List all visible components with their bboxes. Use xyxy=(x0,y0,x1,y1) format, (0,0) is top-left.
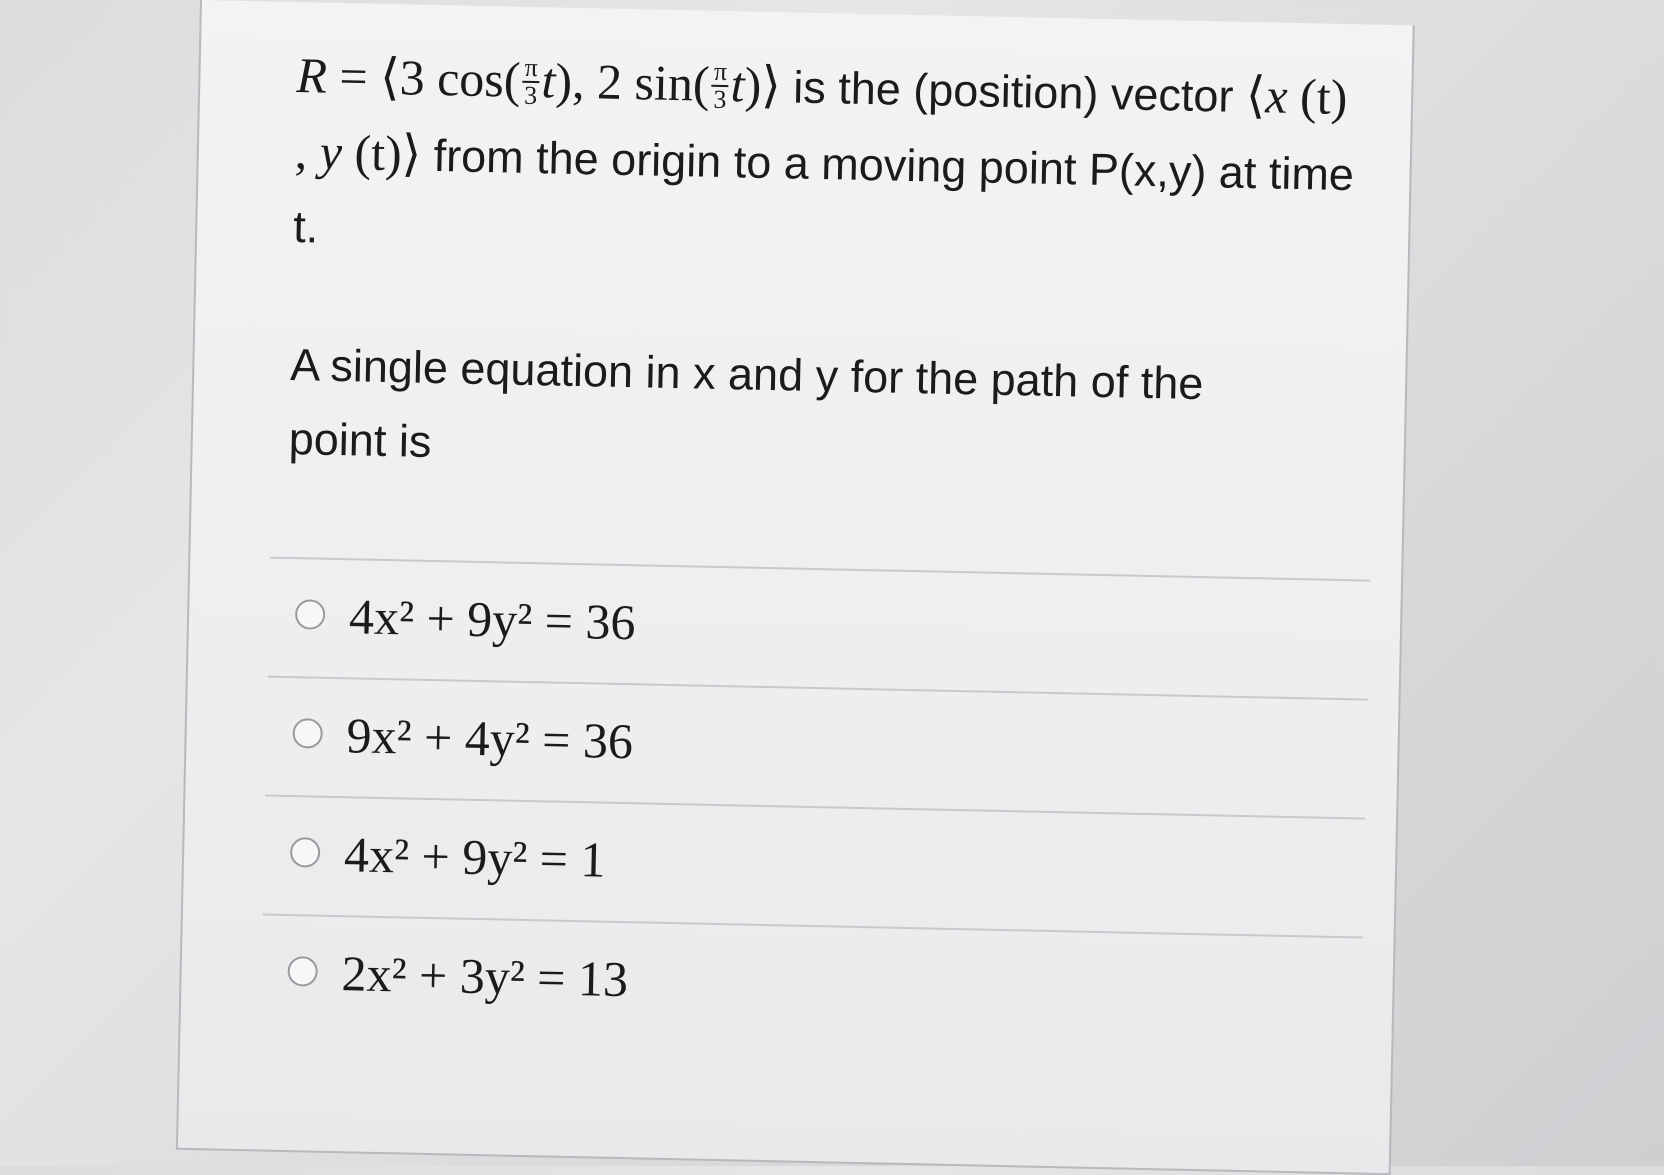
paren-close-1: ) xyxy=(554,52,573,109)
comma: , xyxy=(571,52,586,110)
paren-close-2: ) xyxy=(744,56,762,113)
radio-button-4[interactable] xyxy=(287,956,318,987)
y-variable: y xyxy=(319,123,343,181)
fraction-denominator: 3 xyxy=(713,84,727,114)
answer-option-4[interactable] xyxy=(260,914,1362,1056)
comma: , xyxy=(294,123,308,180)
fraction-numerator: π xyxy=(712,58,730,86)
question-paragraph-1 xyxy=(292,38,1357,286)
fraction-denominator: 3 xyxy=(523,80,538,110)
cos-term: 3 cos xyxy=(399,49,505,108)
answer-option-2[interactable] xyxy=(265,676,1367,818)
option-label-4[interactable]: 2x² + 3y² = 13 xyxy=(341,945,629,1008)
answer-option-3[interactable] xyxy=(263,795,1365,937)
pi-over-3-fraction-1 xyxy=(522,54,540,108)
radio-button-1[interactable] xyxy=(295,599,326,630)
paren-open-1: ( xyxy=(503,51,522,108)
right-angle-bracket: ⟩ xyxy=(401,125,422,182)
question-text-2: from the origin to a moving point P(x,y) at time t. xyxy=(292,129,1355,253)
pi-over-3-fraction-2 xyxy=(711,58,729,112)
question-text xyxy=(288,38,1357,498)
answer-options xyxy=(260,557,1370,1056)
t-variable: t xyxy=(541,52,557,109)
fraction-numerator: π xyxy=(522,54,540,82)
answer-option-1[interactable] xyxy=(268,557,1370,699)
vector-expression xyxy=(296,47,782,113)
option-label-2[interactable]: 9x² + 4y² = 36 xyxy=(346,707,634,770)
x-of-t: (t) xyxy=(1287,67,1348,126)
option-label-3[interactable]: 4x² + 9y² = 1 xyxy=(343,826,607,888)
left-angle-bracket: ⟨ xyxy=(1245,66,1267,124)
question-text-1: is the (position) vector xyxy=(780,61,1247,122)
radio-button-3[interactable] xyxy=(290,837,321,868)
question-card xyxy=(176,0,1415,1175)
right-angle-bracket: ⟩ xyxy=(760,56,782,114)
left-angle-bracket: ⟨ xyxy=(379,48,401,106)
question-paragraph-2: A single equation in x and y for the path of the point is xyxy=(288,338,1204,467)
paren-open-2: ( xyxy=(692,55,711,112)
x-variable: x xyxy=(1264,67,1289,124)
equals-sign: = xyxy=(338,47,369,105)
option-label-1[interactable]: 4x² + 9y² = 36 xyxy=(348,588,637,651)
vector-r: R xyxy=(295,47,328,104)
radio-button-2[interactable] xyxy=(292,718,323,749)
t-variable: t xyxy=(730,56,746,113)
sin-term: 2 sin xyxy=(596,53,694,112)
y-of-t: (t) xyxy=(341,124,403,182)
